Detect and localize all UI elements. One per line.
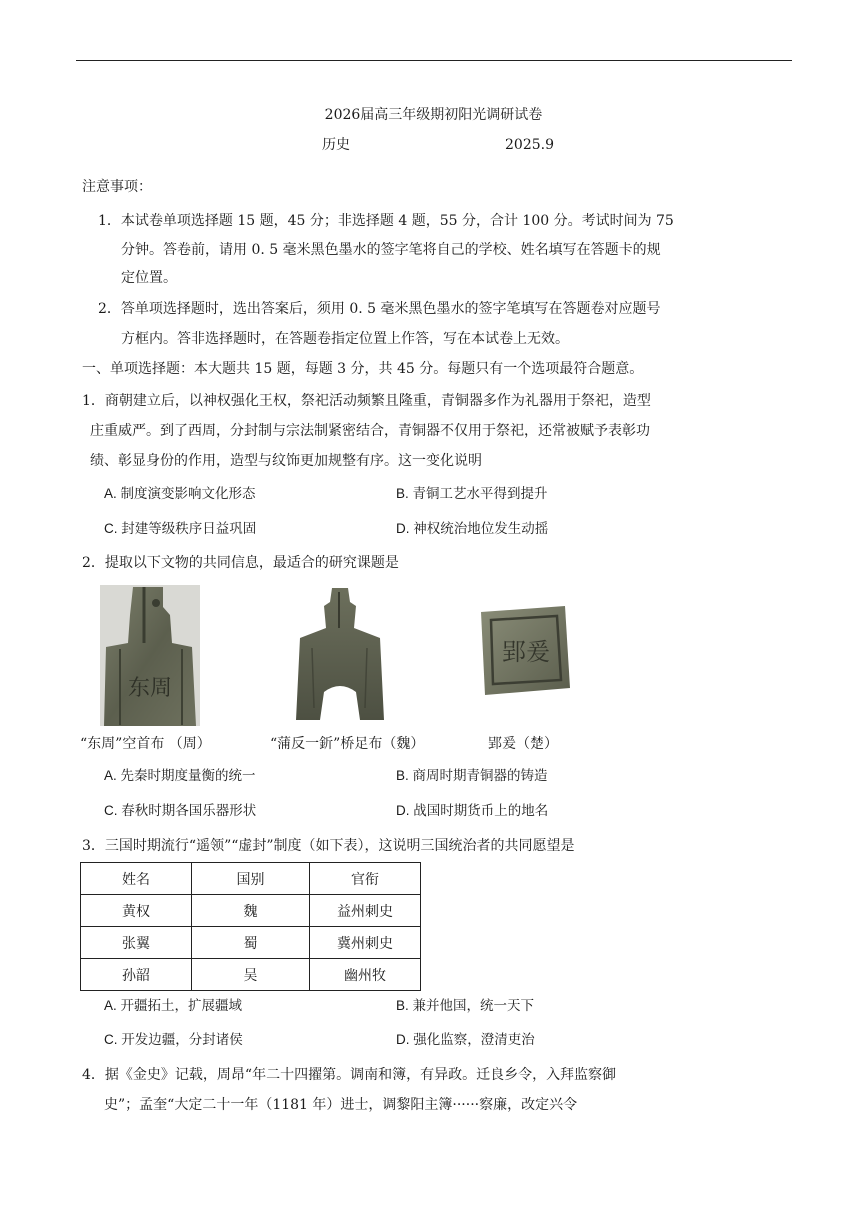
q3-option-c: C. 开发边疆，分封诸侯 bbox=[104, 1032, 243, 1047]
q4-stem-line-1: 4．据《金史》记载，周昂“年二十四擢第。调南和簿，有异政。迁良乡令，入拜监察御 bbox=[82, 1067, 617, 1083]
q3-option-a: A. 开疆拓土，扩展疆域 bbox=[104, 998, 243, 1013]
table-cell: 黄权 bbox=[81, 895, 192, 927]
q3-option-d: D. 强化监察，澄清吏治 bbox=[396, 1032, 535, 1047]
table-header-row bbox=[81, 863, 421, 895]
table-header-cell: 姓名 bbox=[81, 863, 192, 895]
table-cell: 吴 bbox=[192, 959, 310, 991]
q2-option-a: A. 先秦时期度量衡的统一 bbox=[104, 768, 256, 783]
table-header-cell: 官衔 bbox=[310, 863, 421, 895]
table-cell: 魏 bbox=[192, 895, 310, 927]
exam-subject: 历史 bbox=[322, 137, 350, 153]
coin-image-pufan-bridge-spade bbox=[292, 588, 387, 724]
coin-image-yingyuan bbox=[477, 604, 572, 697]
q1-stem-line-1: 1．商朝建立后，以神权强化王权，祭祀活动频繁且隆重，青铜器多作为礼器用于祭祀，造型 bbox=[82, 393, 651, 409]
table-cell: 幽州牧 bbox=[310, 959, 421, 991]
q2-option-c: C. 春秋时期各国乐器形状 bbox=[104, 803, 257, 818]
q4-stem-line-2: 史”；孟奎“大定二十一年（1181 年）进士，调黎阳主簿······察廉，改定兴令 bbox=[104, 1097, 578, 1113]
q3-stem: 3．三国时期流行“遥领”“虚封”制度（如下表），这说明三国统治者的共同愿望是 bbox=[82, 838, 575, 854]
notice-item-1-line-1: 1．本试卷单项选择题 15 题，45 分；非选择题 4 题，55 分，合计 100 分。考试时间为 75 bbox=[98, 213, 674, 229]
notice-item-1-line-3: 定位置。 bbox=[121, 270, 177, 286]
table-cell: 冀州刺史 bbox=[310, 927, 421, 959]
notice-item-2-line-2: 方框内。答非选择题时，在答题卷指定位置上作答，写在本试卷上无效。 bbox=[121, 331, 569, 347]
q3-option-b: B. 兼并他国，统一天下 bbox=[396, 998, 535, 1013]
notice-item-1-line-2: 分钟。答卷前，请用 0. 5 毫米黑色墨水的签字笔将自己的学校、姓名填写在答题卡的规 bbox=[121, 242, 661, 258]
table-cell: 张翼 bbox=[81, 927, 192, 959]
top-rule bbox=[76, 60, 792, 61]
table-cell: 蜀 bbox=[192, 927, 310, 959]
table-cell: 益州刺史 bbox=[310, 895, 421, 927]
q1-option-b: B. 青铜工艺水平得到提升 bbox=[396, 486, 548, 501]
q2-option-d: D. 战国时期货币上的地名 bbox=[396, 803, 549, 818]
q2-stem: 2．提取以下文物的共同信息，最适合的研究课题是 bbox=[82, 555, 399, 571]
table-cell: 孙韶 bbox=[81, 959, 192, 991]
table-header-cell: 国别 bbox=[192, 863, 310, 895]
coin3-inscription: 郢爰 bbox=[502, 638, 550, 666]
q1-option-d: D. 神权统治地位发生动摇 bbox=[396, 521, 549, 536]
coin-image-dongzhou-spade bbox=[100, 585, 200, 726]
coin-caption-3: 郢爰（楚） bbox=[488, 736, 558, 752]
coin-caption-2: “蒲反一釿”桥足布（魏） bbox=[270, 736, 425, 752]
exam-date: 2025.9 bbox=[505, 137, 554, 153]
notice-item-2-line-1: 2．答单项选择题时，选出答案后，须用 0. 5 毫米黑色墨水的签字笔填写在答题卷对应题号 bbox=[98, 301, 661, 317]
q1-option-c: C. 封建等级秩序日益巩固 bbox=[104, 521, 257, 536]
q2-option-b: B. 商周时期青铜器的铸造 bbox=[396, 768, 548, 783]
table-row bbox=[81, 959, 421, 991]
coin-caption-1: “东周”空首布 （周） bbox=[80, 736, 211, 752]
q1-stem-line-3: 绩、彰显身份的作用，造型与纹饰更加规整有序。这一变化说明 bbox=[90, 453, 482, 469]
table-row bbox=[81, 927, 421, 959]
section-1-heading: 一、单项选择题：本大题共 15 题，每题 3 分，共 45 分。每题只有一个选项最符合题意。 bbox=[82, 361, 644, 377]
exam-title: 2026届高三年级期初阳光调研试卷 bbox=[324, 107, 543, 123]
q3-officials-table bbox=[80, 862, 421, 991]
q1-option-a: A. 制度演变影响文化形态 bbox=[104, 486, 256, 501]
coin1-inscription: 东周 bbox=[127, 676, 173, 701]
table-row bbox=[81, 895, 421, 927]
q1-stem-line-2: 庄重威严。到了西周，分封制与宗法制紧密结合，青铜器不仅用于祭祀，还常被赋予表彰功 bbox=[90, 423, 650, 439]
notice-heading: 注意事项： bbox=[82, 179, 152, 195]
